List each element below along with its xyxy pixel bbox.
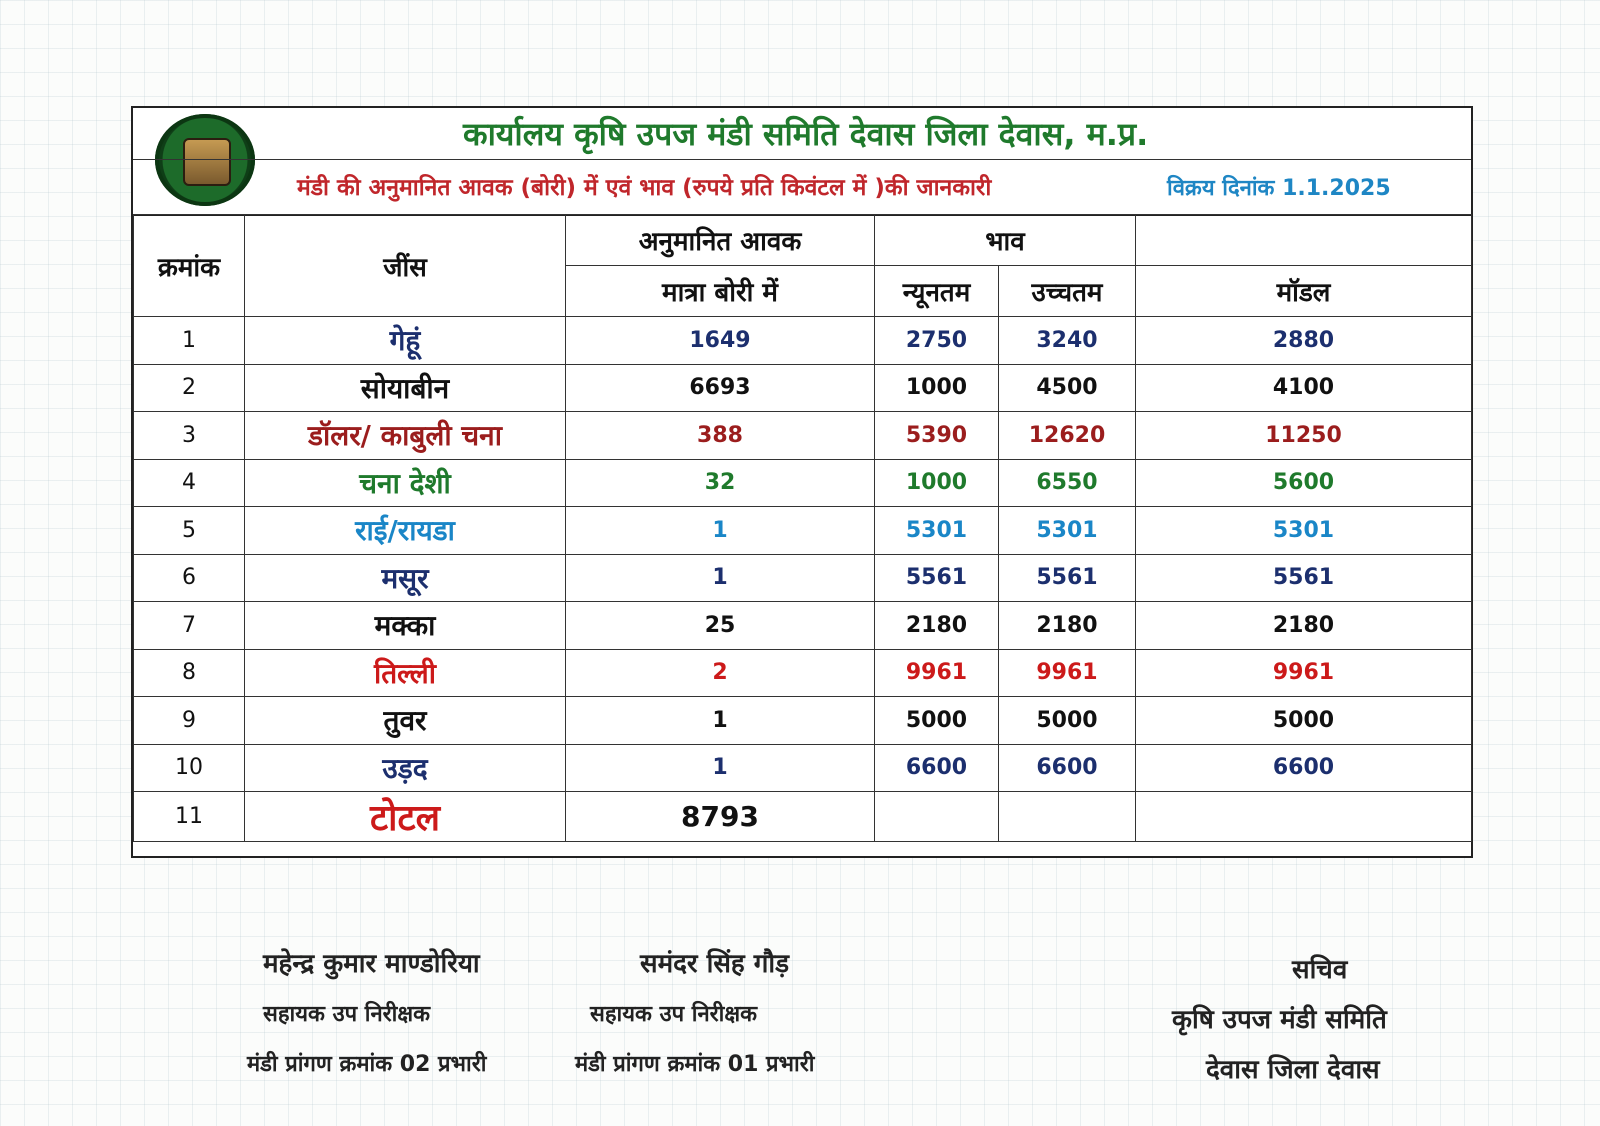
cell-modal: 2180 [1136,602,1472,650]
secretary-title: सचिव [1292,955,1348,985]
cell-min: 9961 [875,649,999,697]
cell-qty: 6693 [566,364,875,412]
secretary-location: देवास जिला देवास [1206,1055,1380,1085]
cell-qty: 1 [566,744,875,792]
cell-sn: 5 [134,507,245,555]
cell-sn: 3 [134,412,245,460]
cell-min: 5000 [875,697,999,745]
table-row [134,317,1472,365]
cell-sn: 8 [134,649,245,697]
cell-max: 3240 [999,317,1136,365]
cell-modal: 5301 [1136,507,1472,555]
cell-min: 5561 [875,554,999,602]
cell-commodity: मक्का [245,602,566,650]
col-arrival-qty: मात्रा बोरी में [566,266,875,317]
mandi-samiti-emblem-icon [155,114,255,206]
cell-max: 6600 [999,744,1136,792]
cell-max: 4500 [999,364,1136,412]
cell-sn: 4 [134,459,245,507]
cell-sn: 7 [134,602,245,650]
cell-qty: 1649 [566,317,875,365]
cell-empty [1136,792,1472,842]
table-row [134,412,1472,460]
cell-qty: 1 [566,554,875,602]
cell-modal: 11250 [1136,412,1472,460]
table-row [134,744,1472,792]
price-table [133,214,1472,842]
cell-min: 1000 [875,364,999,412]
cell-commodity: डॉलर/ काबुली चना [245,412,566,460]
cell-modal: 4100 [1136,364,1472,412]
cell-modal: 2880 [1136,317,1472,365]
report-header [133,108,1471,216]
table-row [134,649,1472,697]
signatory-left-post: मंडी प्रांगण क्रमांक 02 प्रभारी [247,1052,487,1077]
signatory-middle-post: मंडी प्रांगण क्रमांक 01 प्रभारी [575,1052,815,1077]
cell-modal: 5600 [1136,459,1472,507]
cell-commodity: उड़द [245,744,566,792]
cell-modal: 9961 [1136,649,1472,697]
cell-sn: 9 [134,697,245,745]
cell-qty: 25 [566,602,875,650]
cell-commodity: राई/रायडा [245,507,566,555]
total-row [134,792,1472,842]
price-report-sheet [131,106,1473,858]
cell-commodity: तुवर [245,697,566,745]
sale-date: विक्रय दिनांक 1.1.2025 [1167,176,1391,201]
signatory-left-designation: सहायक उप निरीक्षक [263,1002,431,1027]
table-row [134,364,1472,412]
signatory-middle-name: समंदर सिंह गौड़ [640,949,790,979]
cell-max: 9961 [999,649,1136,697]
cell-commodity: तिल्ली [245,649,566,697]
cell-modal: 5561 [1136,554,1472,602]
col-modal: मॉडल [1136,266,1472,317]
cell-sn: 11 [134,792,245,842]
cell-empty [875,792,999,842]
col-serial: क्रमांक [134,215,245,317]
total-label: टोटल [245,792,566,842]
cell-commodity: मसूर [245,554,566,602]
cell-sn: 1 [134,317,245,365]
table-row [134,697,1472,745]
col-commodity: जींस [245,215,566,317]
cell-commodity: चना देशी [245,459,566,507]
col-price-group: भाव [875,215,1136,266]
cell-qty: 2 [566,649,875,697]
cell-min: 1000 [875,459,999,507]
cell-sn: 10 [134,744,245,792]
table-row [134,602,1472,650]
table-row [134,554,1472,602]
cell-min: 5390 [875,412,999,460]
col-arrival-group: अनुमानित आवक [566,215,875,266]
secretary-org: कृषि उपज मंडी समिति [1172,1005,1387,1035]
cell-commodity: गेहूं [245,317,566,365]
report-subtitle: मंडी की अनुमानित आवक (बोरी) में एवं भाव (रुपये प्रति किवंटल में )की जानकारी [297,175,992,201]
office-title: कार्यालय कृषि उपज मंडी समिति देवास जिला देवास, म.प्र. [463,115,1149,153]
cell-max: 6550 [999,459,1136,507]
cell-modal: 5000 [1136,697,1472,745]
cell-min: 2750 [875,317,999,365]
cell-min: 6600 [875,744,999,792]
cell-empty [999,792,1136,842]
signatory-middle-designation: सहायक उप निरीक्षक [590,1002,758,1027]
cell-qty: 388 [566,412,875,460]
col-blank [1136,215,1472,266]
table-row [134,507,1472,555]
cell-sn: 2 [134,364,245,412]
total-qty: 8793 [566,792,875,842]
cell-max: 5000 [999,697,1136,745]
cell-qty: 32 [566,459,875,507]
header-divider [133,159,1471,160]
cell-max: 5301 [999,507,1136,555]
cell-commodity: सोयाबीन [245,364,566,412]
cell-max: 5561 [999,554,1136,602]
cell-min: 5301 [875,507,999,555]
cell-qty: 1 [566,507,875,555]
signatory-left-name: महेन्द्र कुमार माण्डोरिया [263,949,480,979]
cell-qty: 1 [566,697,875,745]
col-max: उच्चतम [999,266,1136,317]
cell-min: 2180 [875,602,999,650]
col-min: न्यूनतम [875,266,999,317]
table-row [134,459,1472,507]
cell-max: 12620 [999,412,1136,460]
cell-modal: 6600 [1136,744,1472,792]
emblem-center [183,138,231,186]
cell-max: 2180 [999,602,1136,650]
cell-sn: 6 [134,554,245,602]
